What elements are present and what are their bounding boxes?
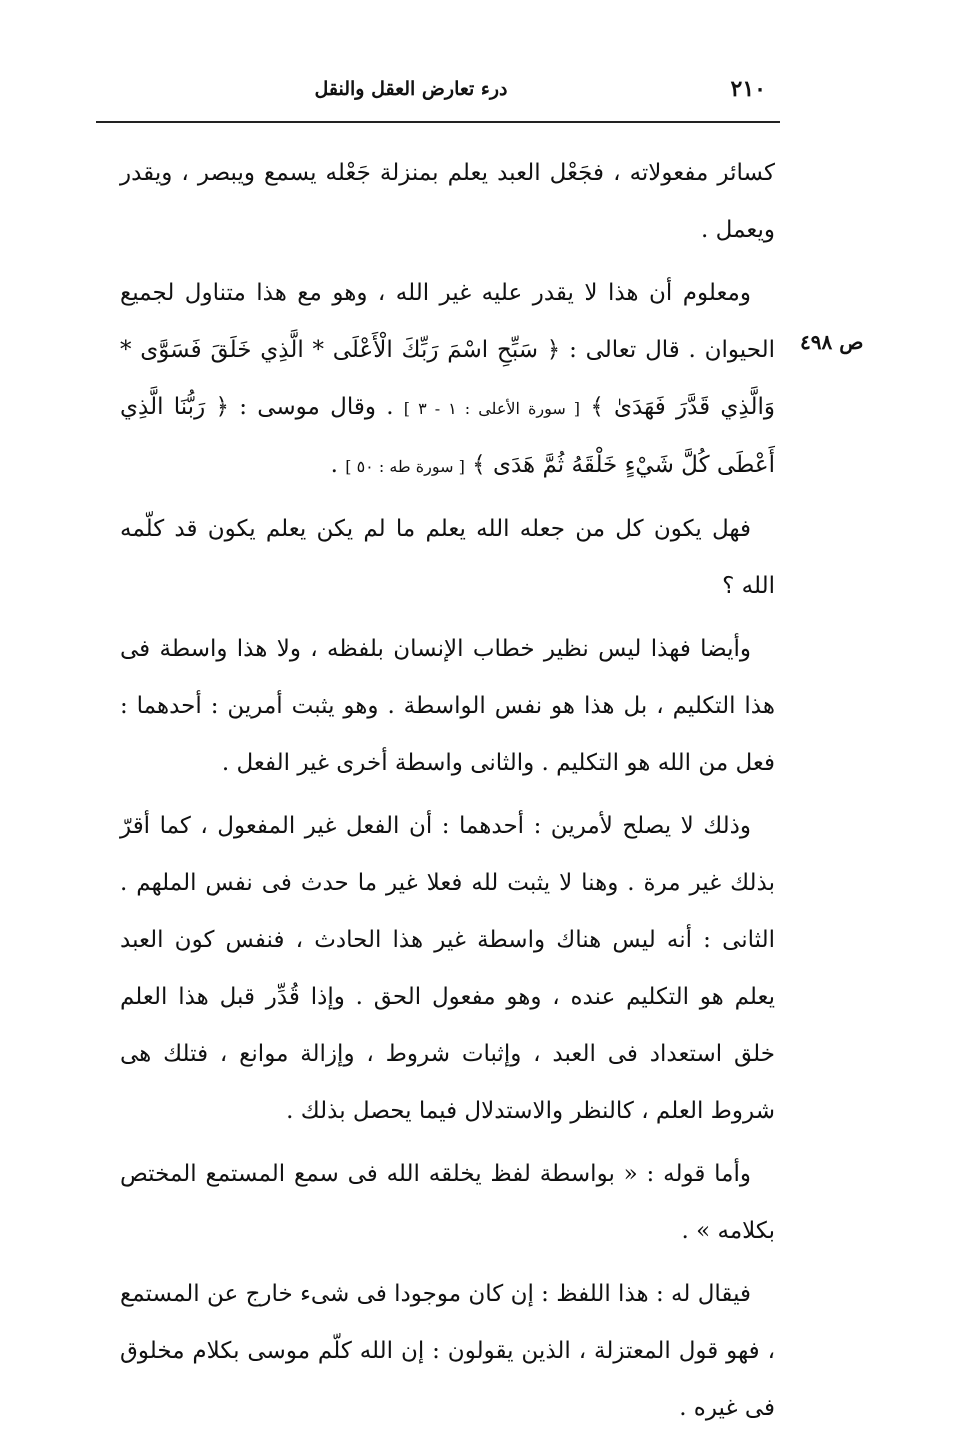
paragraph-5 <box>120 798 775 1140</box>
paragraph-3 <box>120 501 775 615</box>
header-divider <box>96 121 780 123</box>
paragraph-2 <box>120 265 775 495</box>
paragraph-7-text: فيقال له : هذا اللفظ : إن كان موجودا فى شىء خارج عن المستمع ، فهو قول المعتزلة ، الذين يقولون : إن الله كلّم موسى بكلام مخلوق فى غيره . <box>120 1281 775 1421</box>
paragraph-4-text: وأيضا فهذا ليس نظير خطاب الإنسان بلفظه ، ولا هذا واسطة فى هذا التكليم ، بل هذا هو نفس الواسطة . وهو يثبت أمرين : أحدهما : فعل من الله هو التكليم . والثانى واسطة أخرى غير الفعل . <box>120 636 775 776</box>
paragraph-6-text: وأما قوله : « بواسطة لفظ يخلقه الله فى سمع المستمع المختص بكلامه » . <box>120 1161 775 1244</box>
page-header <box>96 72 776 108</box>
margin-page-reference: ص ٤٩٨ <box>800 330 864 354</box>
paragraph-1-text: كسائر مفعولاته ، فجَعْل العبد يعلم بمنزلة جَعْله يسمع ويبصر ، ويقدر ويعمل . <box>120 160 775 243</box>
paragraph-2-text-middle: . وقال موسى : <box>239 394 394 420</box>
quran-verse-1: ﴿ سَبِّحِ اسْمَ رَبِّكَ الْأَعْلَى * الَّذِي خَلَقَ فَسَوَّى * وَالَّذِي قَدَّرَ فَهَدَىٰ ﴾ <box>120 337 775 420</box>
paragraph-7 <box>120 1266 775 1437</box>
running-title: درء تعارض العقل والنقل <box>314 78 508 100</box>
page-number: ٢١٠ <box>730 76 766 102</box>
quran-verse-2: ﴿ رَبُّنَا الَّذِي أَعْطَى كُلَّ شَيْءٍ خَلْقَهُ ثُمَّ هَدَى ﴾ <box>120 394 775 478</box>
quran-citation-1: [ سورة الأعلى : ١ - ٣ ] <box>403 399 581 418</box>
paragraph-6 <box>120 1146 775 1260</box>
paragraph-1 <box>120 145 775 259</box>
paragraph-2-text-after: . <box>330 452 338 478</box>
paragraph-2-text-before: ومعلوم أن هذا لا يقدر عليه غير الله ، وهو مع هذا متناول لجميع الحيوان . قال تعالى : <box>120 280 775 363</box>
paragraph-4 <box>120 621 775 792</box>
paragraph-5-text: وذلك لا يصلح لأمرين : أحدهما : أن الفعل غير المفعول ، كما أقرّ بذلك غير مرة . وهنا لا يثبت لله فعلا غير ما حدث فى نفس الملهم . الثانى : أنه ليس هناك واسطة غير هذا الحادث ، فنفس كون العبد يعلم هو التكليم عنده ، وهو مفعول الحق . وإذا قُدِّر قبل هذا العلم خلق استعداد فى العبد ، وإثبات شروط ، وإزالة موانع ، فتلك هى شروط العلم ، كالنظر والاستدلال فيما يحصل بذلك . <box>120 813 775 1124</box>
body-text <box>120 145 775 1443</box>
paragraph-3-text: فهل يكون كل من جعله الله يعلم ما لم يكن يعلم يكون قد كلّمه الله ؟ <box>120 516 775 599</box>
quran-citation-2: [ سورة طه : ٥٠ ] <box>345 457 465 476</box>
